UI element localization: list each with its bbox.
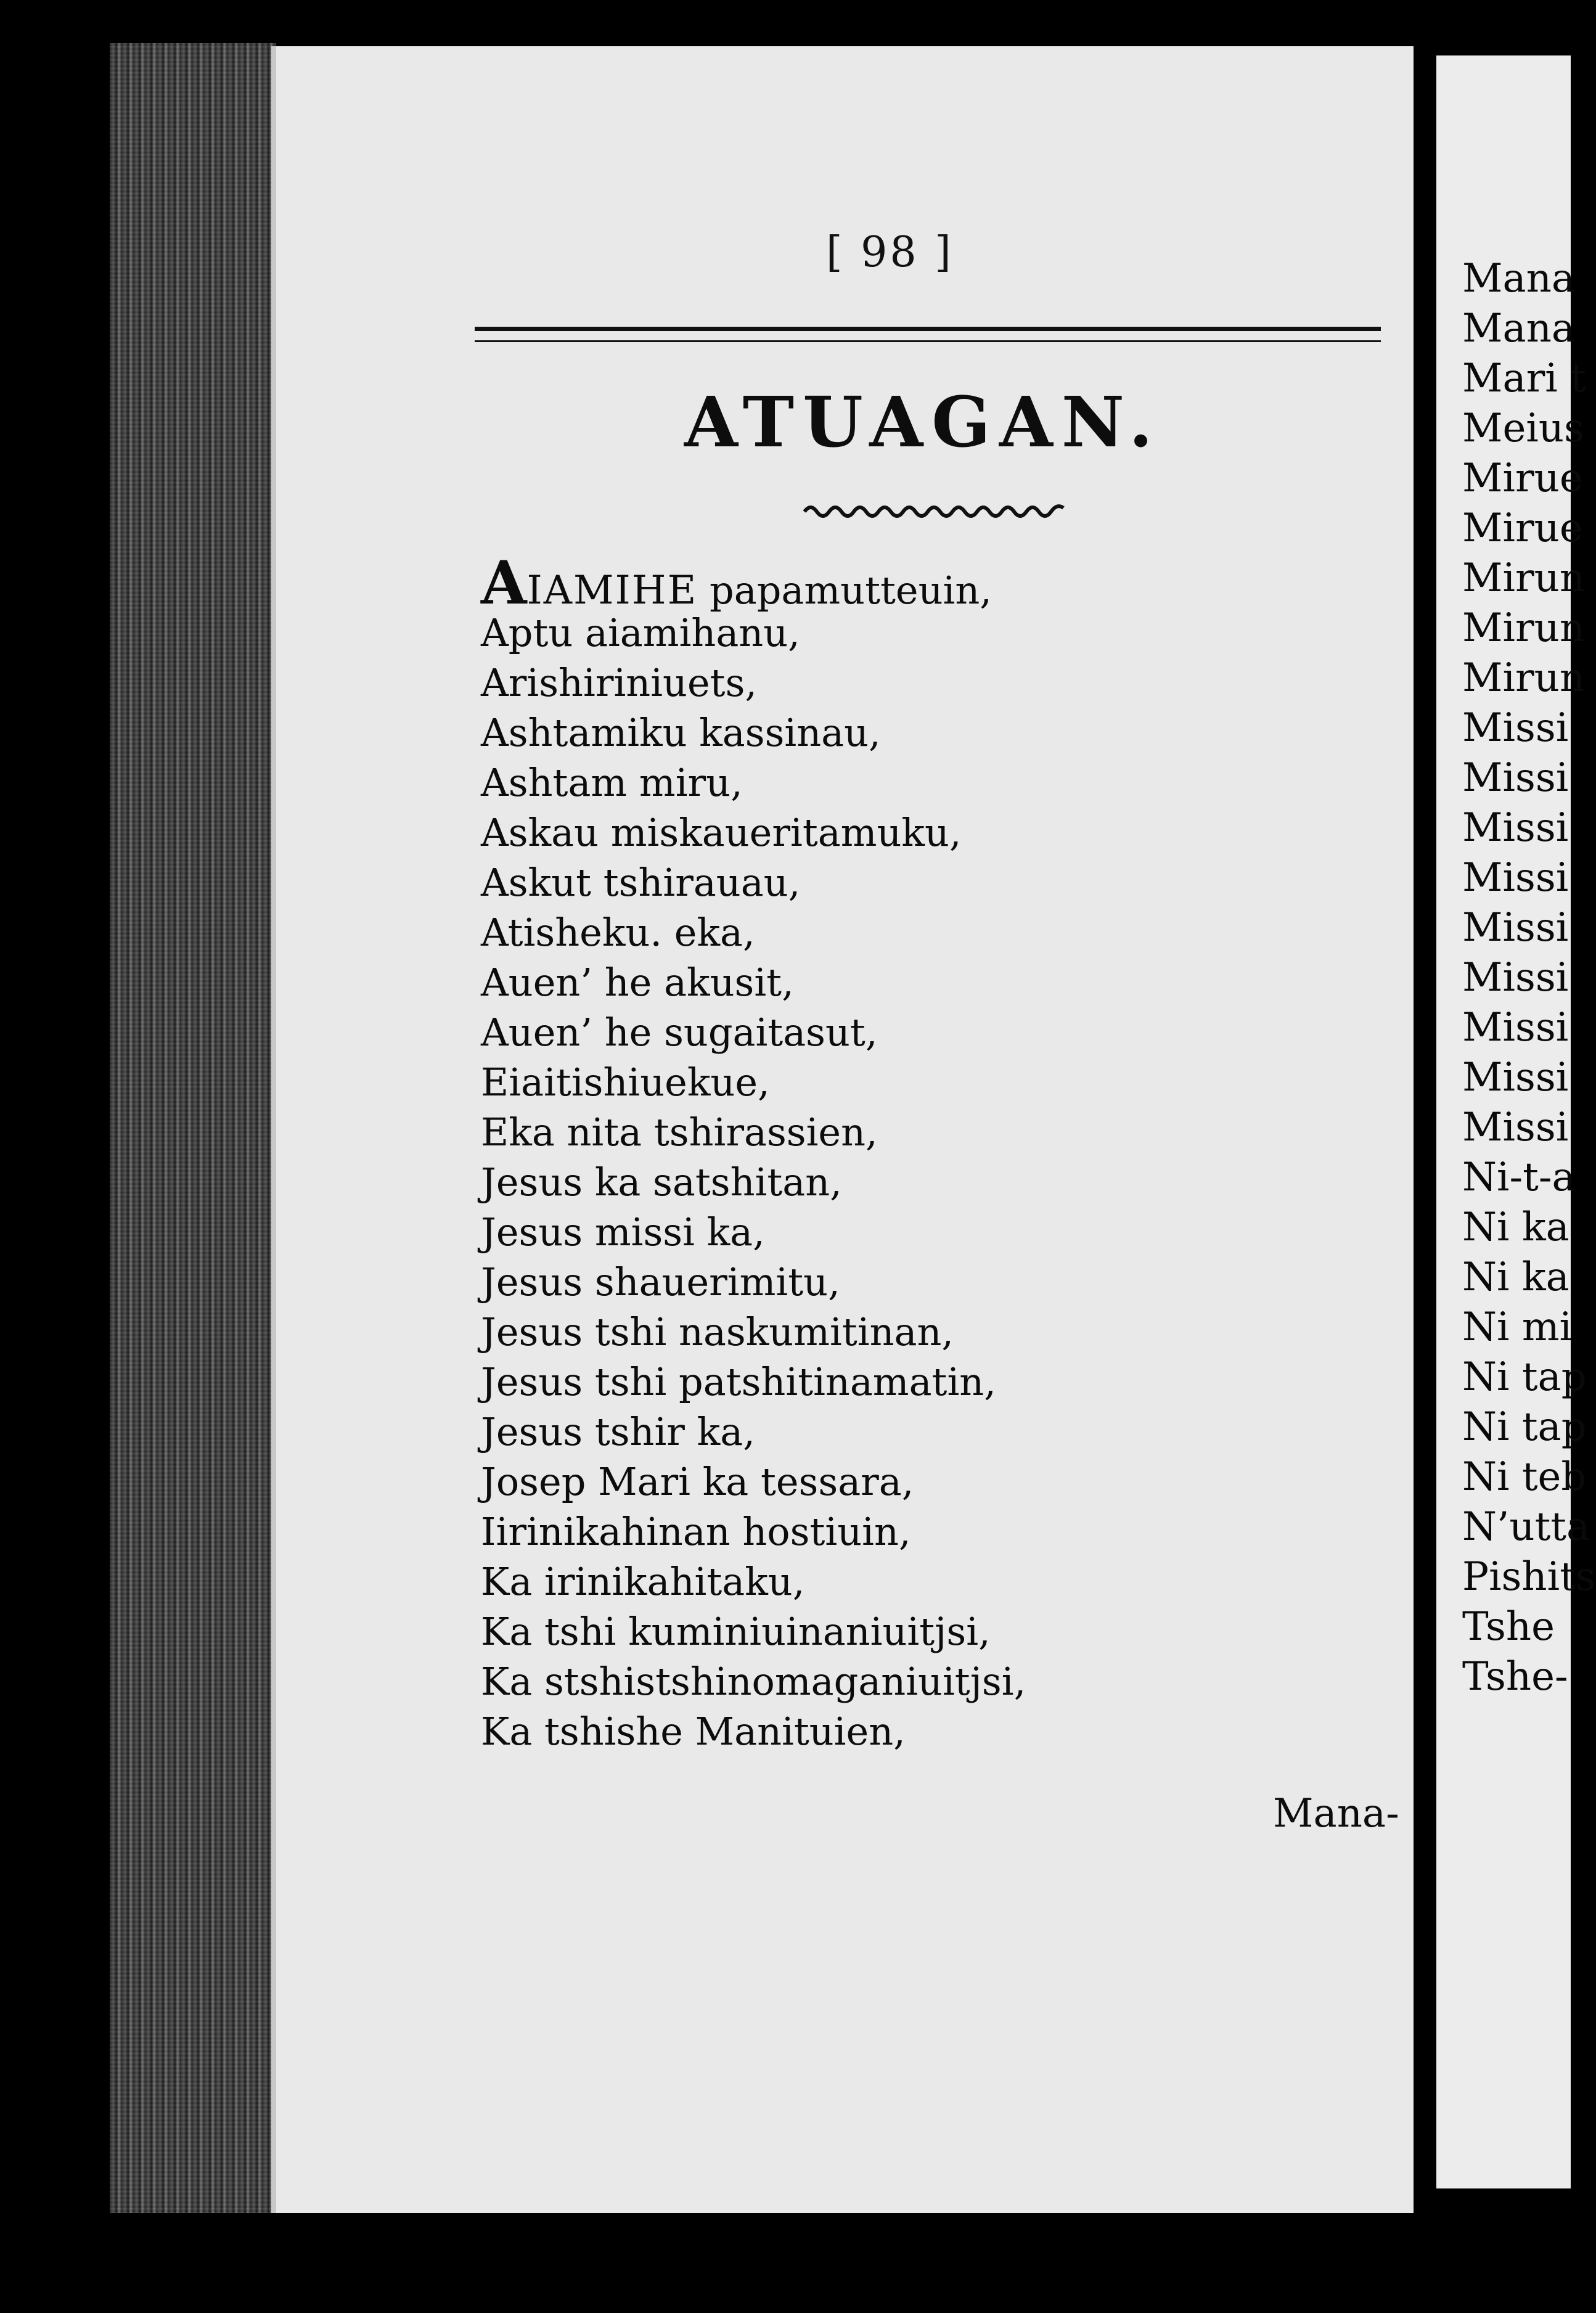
facing-page-line: Missi <box>1462 1105 1569 1150</box>
facing-page-line: Missi <box>1462 705 1569 751</box>
verse-line: Eiaitishiuekue, <box>481 1060 770 1105</box>
facing-page-line: Mana <box>1462 306 1576 351</box>
header-rule-thin <box>475 340 1381 342</box>
facing-page-line: Missi <box>1462 1055 1569 1100</box>
facing-page-line: Mirun <box>1462 555 1586 601</box>
verse-smallcaps: IAMIHE <box>526 568 698 613</box>
catchword: Mana- <box>1273 1791 1399 1836</box>
facing-page-line: Meius <box>1462 406 1584 451</box>
facing-page-line: Missi <box>1462 905 1569 951</box>
facing-page-line: Missi <box>1462 955 1569 1001</box>
facing-page-line: Mirun <box>1462 605 1586 651</box>
verse-line <box>481 548 1406 618</box>
facing-page-line: Missi <box>1462 855 1569 901</box>
facing-page-line: Tshe- <box>1462 1654 1568 1700</box>
decorative-flourish <box>804 498 1063 523</box>
page-title: ATUAGAN. <box>684 382 1161 463</box>
verse-line: Iirinikahinan hostiuin, <box>481 1509 911 1554</box>
verse-line: Jesus missi ka, <box>481 1210 765 1255</box>
verse-line: Ka irinikahitaku, <box>481 1559 805 1604</box>
verse-line: Jesus ka satshitan, <box>481 1160 842 1205</box>
facing-page-line: Ni teb <box>1462 1454 1587 1500</box>
page-number: [ 98 ] <box>826 228 954 277</box>
verse-line: Ka stshistshinomaganiuitjsi, <box>481 1659 1026 1704</box>
facing-page-line: Missi <box>1462 1005 1569 1050</box>
verse-line: Arishiriniuets, <box>481 660 758 705</box>
facing-page-line: Pishits <box>1462 1554 1596 1600</box>
verse-line: Ashtamiku kassinau, <box>481 710 881 755</box>
facing-page-line: N’utta <box>1462 1504 1590 1550</box>
verse-line: Askau miskaueritamuku, <box>481 810 962 855</box>
verse-line: Ka tshishe Manituien, <box>481 1709 906 1754</box>
facing-page-line: Ni mi <box>1462 1304 1572 1350</box>
drop-cap: A <box>481 548 527 618</box>
facing-page-line: Tshe <box>1462 1604 1555 1650</box>
verse-line: Jesus tshi naskumitinan, <box>481 1309 954 1354</box>
facing-page-line: Missi <box>1462 755 1569 801</box>
facing-page-line: Ni tap <box>1462 1354 1587 1400</box>
verse-line: Jesus tshi patshitinamatin, <box>481 1359 996 1404</box>
facing-page-line: Mirun <box>1462 655 1586 701</box>
facing-page-line: Ni tap <box>1462 1404 1587 1450</box>
verse-line: Atisheku. eka, <box>481 910 755 955</box>
verse-line: Eka nita tshirassien, <box>481 1110 878 1155</box>
verse-line: Josep Mari ka tessara, <box>481 1459 914 1504</box>
book-binding-gutter <box>110 43 276 2213</box>
verse-line: Aptu aiamihanu, <box>481 610 800 655</box>
verse-line: Askut tshirauau, <box>481 860 801 905</box>
verse-line: Jesus tshir ka, <box>481 1409 755 1454</box>
facing-page-line: Mirue <box>1462 506 1583 551</box>
verse-line: Auen’ he sugaitasut, <box>481 1010 878 1055</box>
hymn-first-lines-list <box>481 548 1406 1756</box>
facing-page-line: Ni ka <box>1462 1255 1569 1300</box>
verse-line: Ka tshi kuminiuinaniuitjsi, <box>481 1609 991 1654</box>
facing-page-line: Ni ka <box>1462 1205 1569 1250</box>
header-rule-thick <box>475 327 1381 331</box>
facing-page-line: Mana <box>1462 256 1576 301</box>
facing-page-line: Missi <box>1462 805 1569 851</box>
facing-page-edge <box>1436 55 1596 2188</box>
facing-page-line: Mirue <box>1462 456 1583 501</box>
facing-page-line: Mari t <box>1462 356 1586 401</box>
verse-text: papamutteuin, <box>697 568 992 613</box>
verse-line: Jesus shauerimitu, <box>481 1259 840 1304</box>
verse-line: Auen’ he akusit, <box>481 960 794 1005</box>
facing-page-line: Ni-t-a <box>1462 1155 1576 1200</box>
verse-line: Ashtam miru, <box>481 760 743 805</box>
